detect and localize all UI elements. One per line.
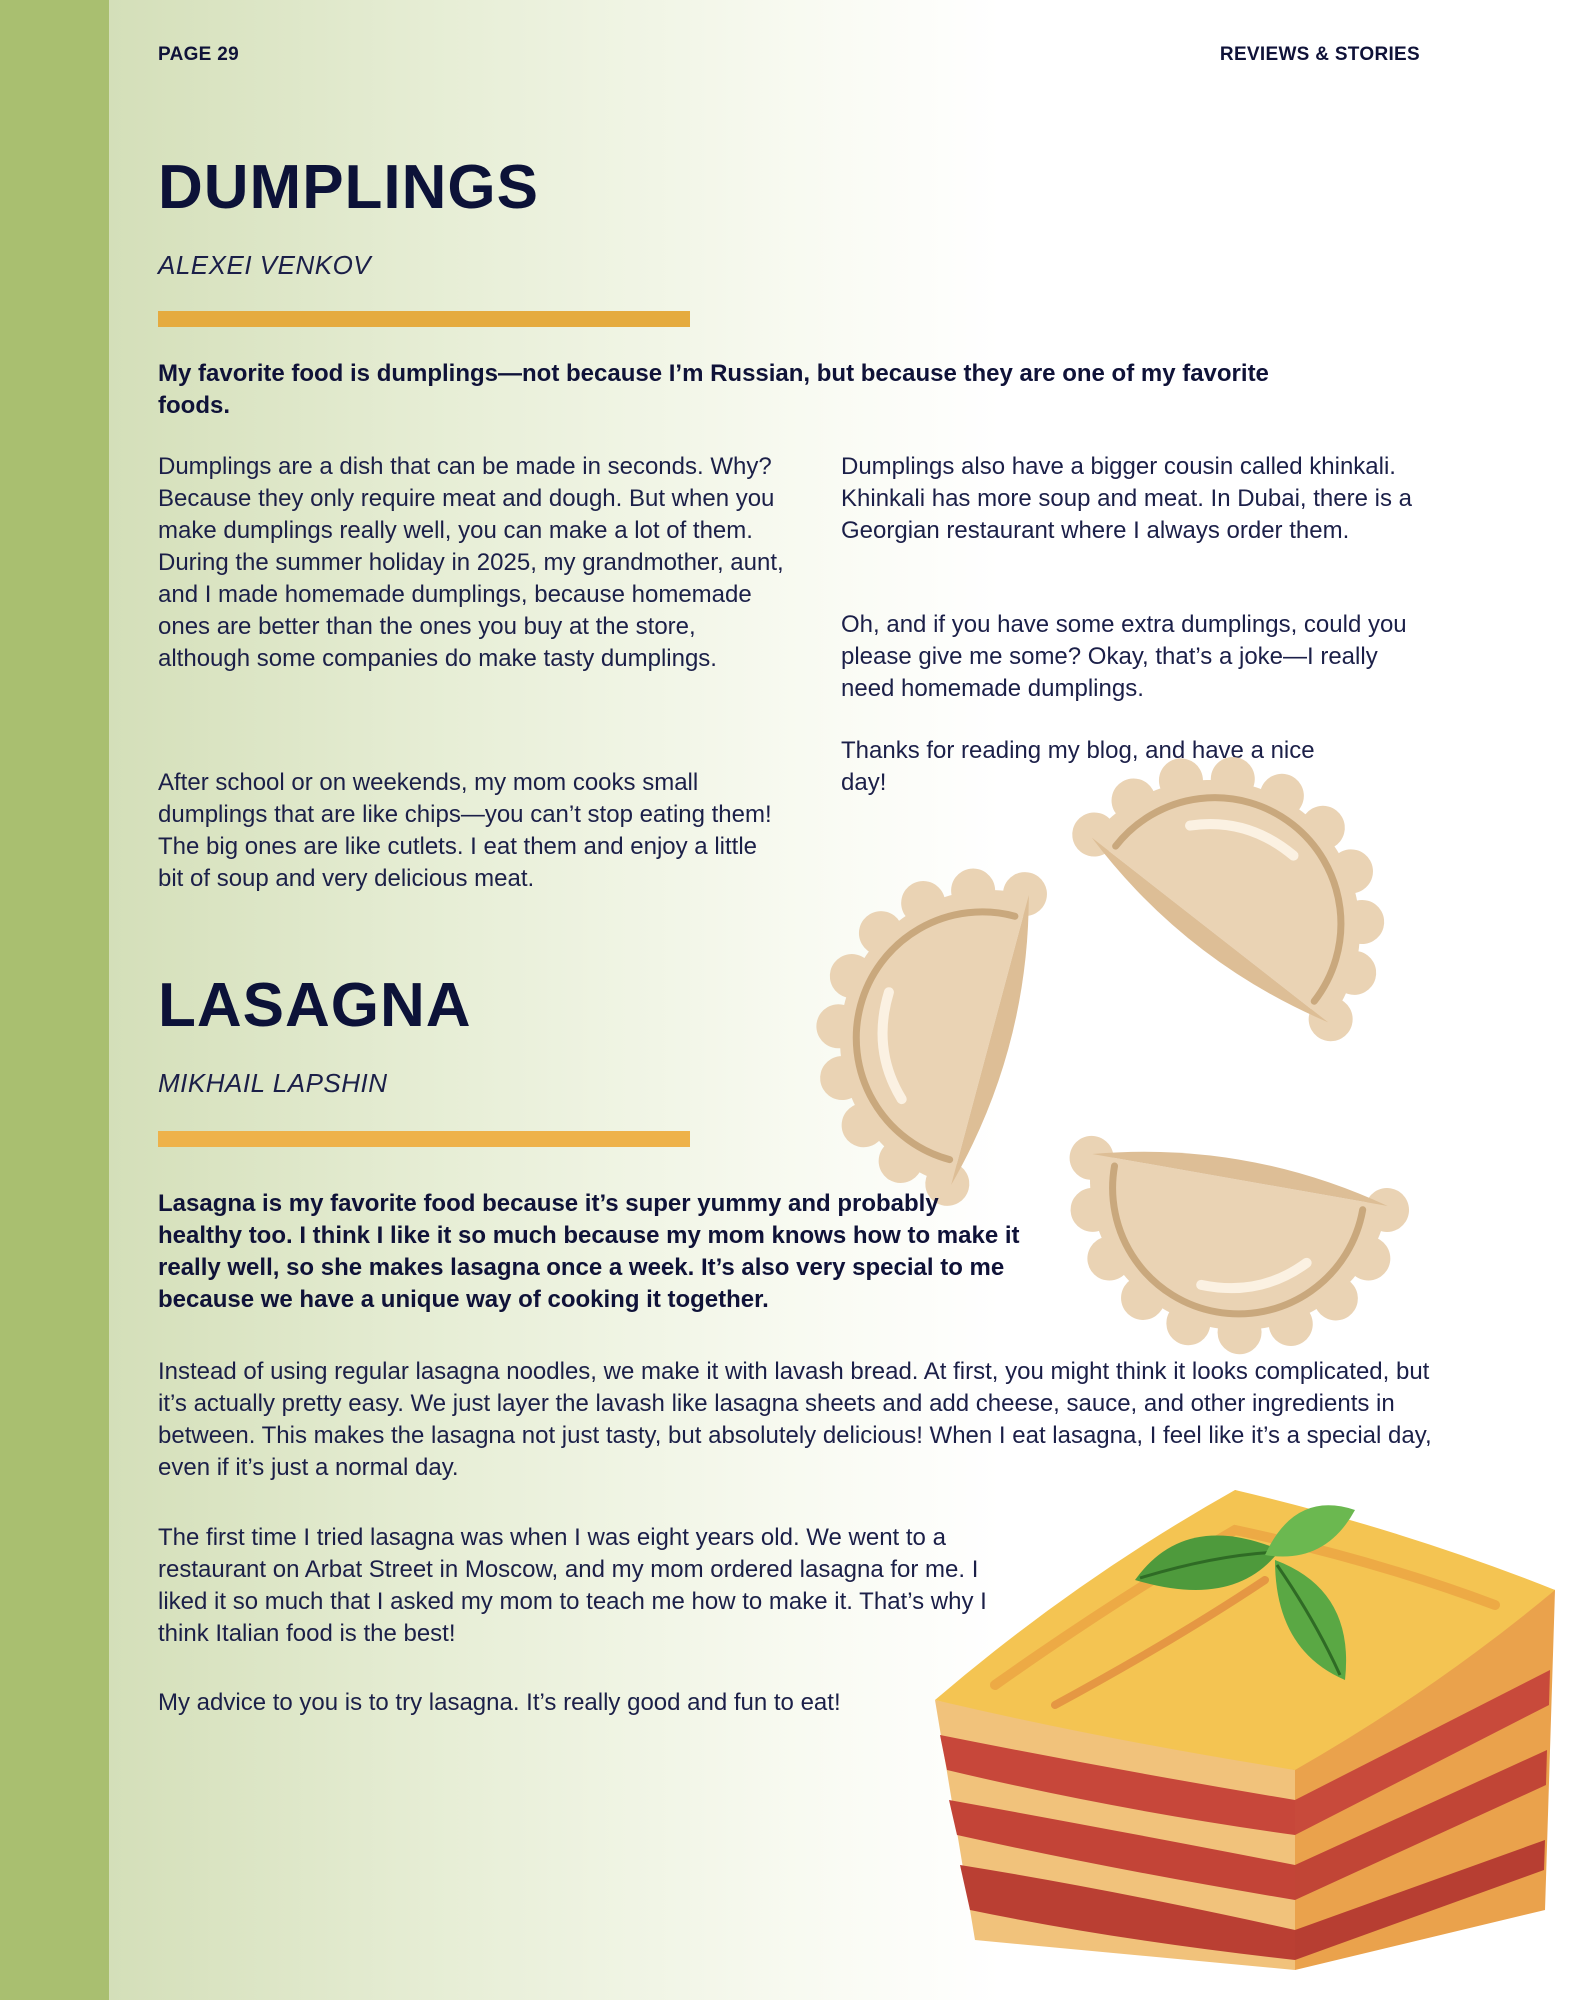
accent-bar: [158, 1131, 690, 1147]
article-lead-lasagna: Lasagna is my favorite food because it’s super yummy and probably healthy too. I think I like it so much because my mom knows how to make it really well, so she makes lasagna once a week. It’s also very special to me because we have a unique way of cooking it together.: [158, 1190, 1020, 1313]
side-stripe: [0, 0, 109, 2000]
lasagna-illustration: [935, 1470, 1565, 1990]
paragraph: Dumplings are a dish that can be made in seconds. Why? Because they only require meat and dough. But when you make dumplings really well, you can make a lot of them. During the summer holiday in 2025, my grandmother, aunt, and I made homemade dumplings, because homemade ones are better than the ones you buy at the store, although some companies do make tasty dumplings.: [158, 453, 784, 672]
paragraph: The first time I tried lasagna was when I was eight years old. We went to a restaurant on Arbat Street in Moscow, and my mom ordered lasagna for me. I liked it so much that I asked my mom to teach me how to make it. That’s why I think Italian food is the best!: [158, 1524, 987, 1647]
article-lead-dumplings: My favorite food is dumplings—not because I’m Russian, but because they are one of my favorite foods.: [158, 360, 1269, 419]
paragraph: My advice to you is to try lasagna. It’s really good and fun to eat!: [158, 1689, 841, 1716]
paragraph: Oh, and if you have some extra dumplings, could you please give me some? Okay, that’s a joke—I really need homemade dumplings.: [841, 611, 1407, 702]
article-title-dumplings: DUMPLINGS: [158, 153, 539, 222]
article-author-lasagna: MIKHAIL LAPSHIN: [158, 1068, 388, 1098]
section-label: REVIEWS & STORIES: [1219, 44, 1420, 65]
paragraph: Thanks for reading my blog, and have a nice day!: [841, 737, 1315, 796]
paragraph: Instead of using regular lasagna noodles, we make it with lavash bread. At first, you might think it looks complicated, but it’s actually pretty easy. We just layer the lavash like lasagna sheets and add cheese, sauce, and other ingredients in between. This makes the lasagna not just tasty, but absolutely delicious! When I eat lasagna, I feel like it’s a special day, even if it’s just a normal day.: [158, 1358, 1432, 1481]
article-author-dumplings: ALEXEI VENKOV: [158, 250, 372, 280]
accent-bar: [158, 311, 690, 327]
paragraph: Dumplings also have a bigger cousin called khinkali. Khinkali has more soup and meat. In Dubai, there is a Georgian restaurant where I always order them.: [841, 453, 1412, 544]
article-title-lasagna: LASAGNA: [158, 971, 472, 1040]
paragraph: After school or on weekends, my mom cooks small dumplings that are like chips—you can’t stop eating them! The big ones are like cutlets. I eat them and enjoy a little bit of soup and very delicious meat.: [158, 769, 772, 892]
page-number: PAGE 29: [158, 44, 239, 65]
